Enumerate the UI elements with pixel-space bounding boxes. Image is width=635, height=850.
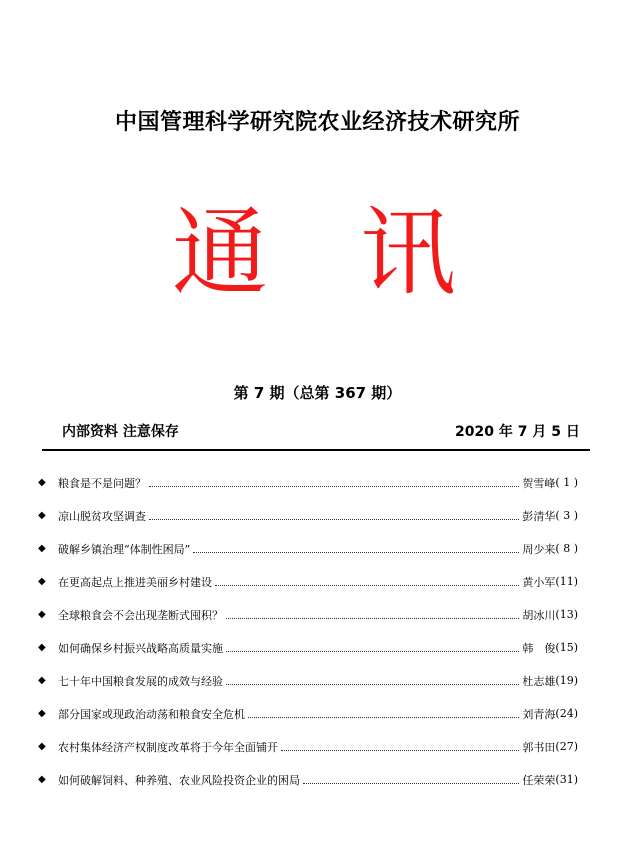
toc-leader-dots [193, 551, 519, 553]
toc-entry-title: 破解乡镇治理“体制性困局” [58, 542, 191, 556]
toc-entry-title: 农村集体经济产权制度改革将于今年全面铺开 [58, 740, 278, 754]
toc-entry-author: 任荣荣 [522, 773, 556, 787]
publication-date: 2020 年 7 月 5 日 [455, 424, 580, 440]
diamond-bullet-icon: ◆ [38, 675, 46, 686]
toc-entry[interactable] [38, 697, 578, 730]
toc-entry-author: 彭清华 [522, 509, 556, 523]
toc-entry-title: 粮食是不是问题？ [58, 476, 146, 490]
diamond-bullet-icon: ◆ [38, 708, 46, 719]
toc-entry-author: 贺雪峰 [522, 476, 556, 490]
toc-entry-title: 凉山脱贫攻坚调查 [58, 509, 146, 523]
toc-entry-author: 胡冰川 [522, 608, 556, 622]
toc-entry-title: 部分国家或现政治动荡和粮食安全危机 [58, 707, 245, 721]
toc-leader-dots [149, 518, 519, 520]
table-of-contents [38, 466, 578, 796]
diamond-bullet-icon: ◆ [38, 576, 46, 587]
toc-entry-page: (19) [555, 674, 578, 687]
diamond-bullet-icon: ◆ [38, 477, 46, 488]
toc-entry[interactable] [38, 466, 578, 499]
toc-leader-dots [248, 716, 519, 718]
confidential-note: 内部资料 注意保存 [62, 424, 179, 440]
toc-entry[interactable] [38, 730, 578, 763]
toc-leader-dots [149, 485, 519, 487]
toc-entry-author: 黄小军 [522, 575, 556, 589]
toc-entry[interactable] [38, 763, 578, 796]
toc-entry-page: ( 3 ) [555, 509, 578, 522]
toc-entry-author: 刘青海 [522, 707, 556, 721]
toc-entry-page: (15) [555, 641, 578, 654]
toc-entry-page: (11) [555, 575, 578, 588]
masthead-char-right: 讯 [360, 197, 456, 309]
toc-entry-page: (13) [555, 608, 578, 621]
diamond-bullet-icon: ◆ [38, 609, 46, 620]
masthead-char-left: 通 [172, 197, 268, 309]
toc-leader-dots [303, 782, 519, 784]
toc-entry[interactable] [38, 532, 578, 565]
toc-entry[interactable] [38, 499, 578, 532]
toc-entry-author: 郭书田 [522, 740, 556, 754]
toc-entry-page: (31) [555, 773, 578, 786]
toc-entry-page: (27) [555, 740, 578, 753]
diamond-bullet-icon: ◆ [38, 741, 46, 752]
toc-entry-page: ( 1 ) [555, 476, 578, 489]
toc-entry-page: (24) [555, 707, 578, 720]
toc-leader-dots [215, 584, 519, 586]
toc-entry-title: 如何破解饲料、种养殖、农业风险投资企业的困局 [58, 773, 300, 787]
diamond-bullet-icon: ◆ [38, 642, 46, 653]
toc-entry-title: 全球粮食会不会出现垄断式囤积？ [58, 608, 223, 622]
toc-entry[interactable] [38, 598, 578, 631]
toc-entry-title: 在更高起点上推进美丽乡村建设 [58, 575, 212, 589]
organization-title: 中国管理科学研究院农业经济技术研究所 [114, 110, 520, 135]
toc-entry[interactable] [38, 664, 578, 697]
toc-entry-author: 韩 俊 [522, 641, 556, 655]
masthead [0, 198, 635, 318]
toc-entry-title: 七十年中国粮食发展的成效与经验 [58, 674, 223, 688]
toc-leader-dots [281, 749, 519, 751]
diamond-bullet-icon: ◆ [38, 774, 46, 785]
toc-entry[interactable] [38, 631, 578, 664]
diamond-bullet-icon: ◆ [38, 543, 46, 554]
toc-entry-page: ( 8 ) [555, 542, 578, 555]
issue-number: 第 7 期（总第 367 期） [233, 384, 402, 402]
diamond-bullet-icon: ◆ [38, 510, 46, 521]
toc-leader-dots [226, 683, 519, 685]
toc-entry-author: 杜志雄 [522, 674, 556, 688]
toc-entry[interactable] [38, 565, 578, 598]
toc-entry-title: 如何确保乡村振兴战略高质量实施 [58, 641, 223, 655]
toc-entry-author: 周少来 [522, 542, 556, 556]
toc-leader-dots [226, 617, 519, 619]
toc-leader-dots [226, 650, 519, 652]
header-divider [42, 449, 590, 451]
